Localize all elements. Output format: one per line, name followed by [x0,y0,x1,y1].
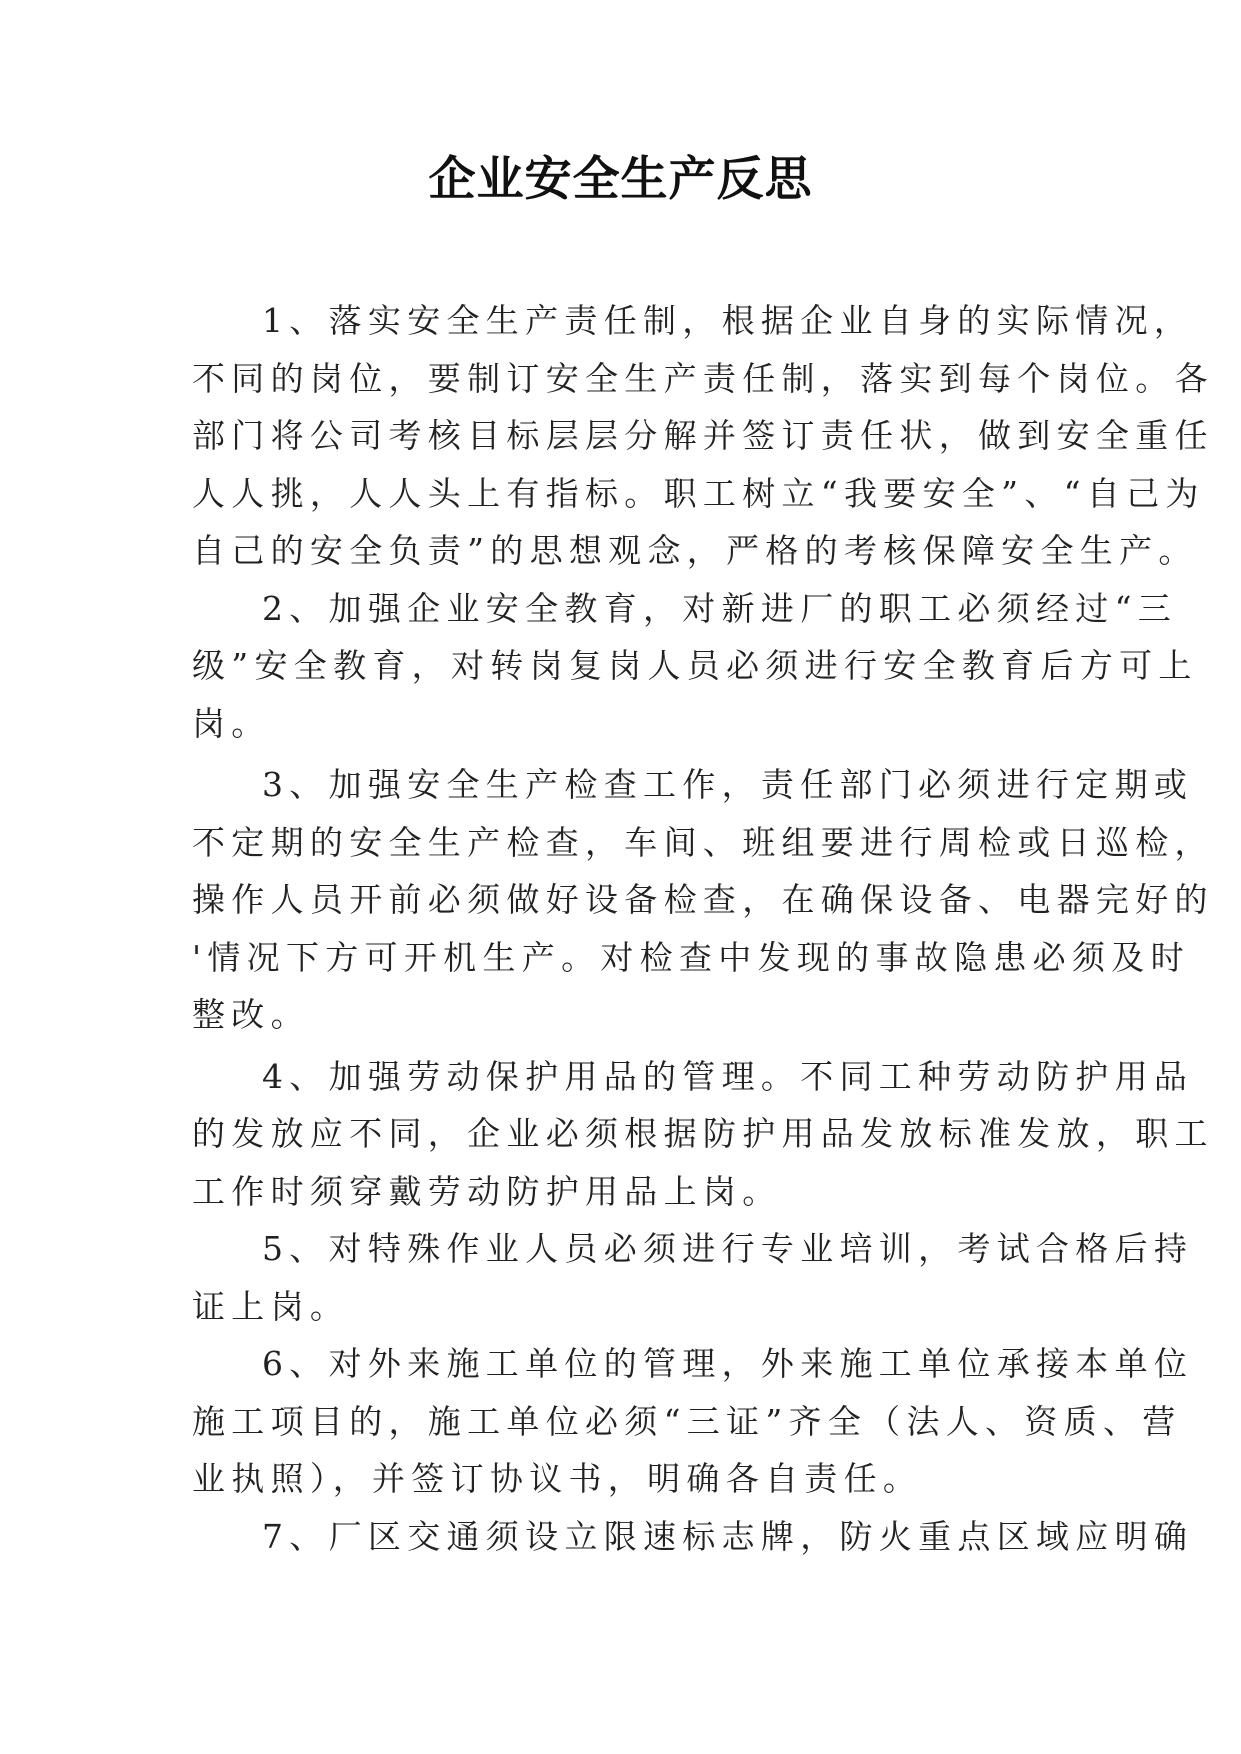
paragraph-3-line-5: 整改。 [192,995,310,1034]
paragraph-3-line-3: 操作人员开前必须做好设备检查，在确保设备、电器完好的 [192,880,1214,919]
paragraph-5-line-2: 证上岗。 [192,1286,350,1326]
paragraph-4-line-1: 4、加强劳动保护用品的管理。不同工种劳动防护用品 [262,1056,1194,1096]
document-body [192,292,1214,1565]
paragraph-1-line-2: 不同的岗位，要制订安全生产责任制，落实到每个岗位。各 [192,358,1214,398]
paragraph-1-line-4: 人人挑，人人头上有指标。职工树立“我要安全”、“自己为 [192,473,1205,513]
paragraph-6-line-2: 施工项目的，施工单位必须“三证”齐全（法人、资质、营 [192,1401,1182,1441]
paragraph-7-line-1: 7、厂区交通须设立限速标志牌，防火重点区域应明确 [262,1516,1194,1556]
paragraph-2-line-2: 级”安全教育，对转岗复岗人员必须进行安全教育后方可上 [192,646,1198,685]
paragraph-3-line-1: 3、加强安全生产检查工作，责任部门必须进行定期或 [262,765,1194,804]
document-title: 企业安全生产反思 [428,152,813,207]
paragraph-1-line-5: 自己的安全负责”的思想观念，严格的考核保障安全生产。 [192,531,1198,570]
paragraph-2-line-3: 岗。 [192,703,271,743]
paragraph-4-line-3: 工作时须穿戴劳动防护用品上岗。 [192,1171,782,1211]
paragraph-3-line-4: '情况下方可开机生产。对检查中发现的事故隐患必须及时 [192,937,1190,977]
paragraph-2-line-1: 2、加强企业安全教育，对新进厂的职工必须经过“三 [262,588,1178,628]
paragraph-6-line-3: 业执照），并签订协议书，明确各自责任。 [192,1459,923,1498]
paragraph-5-line-1: 5、对特殊作业人员必须进行专业培训，考试合格后持 [262,1229,1194,1268]
paragraph-1-line-1: 1、落实安全生产责任制，根据企业自身的实际情况， [262,301,1194,340]
paragraph-1-line-3: 部门将公司考核目标层层分解并签订责任状，做到安全重任 [192,416,1214,455]
paragraph-4-line-2: 的发放应不同，企业必须根据防护用品发放标准发放，职工 [192,1114,1214,1153]
paragraph-6-line-1: 6、对外来施工单位的管理，外来施工单位承接本单位 [262,1344,1194,1383]
paragraph-3-line-2: 不定期的安全生产检查，车间、班组要进行周检或日巡检， [192,822,1214,862]
